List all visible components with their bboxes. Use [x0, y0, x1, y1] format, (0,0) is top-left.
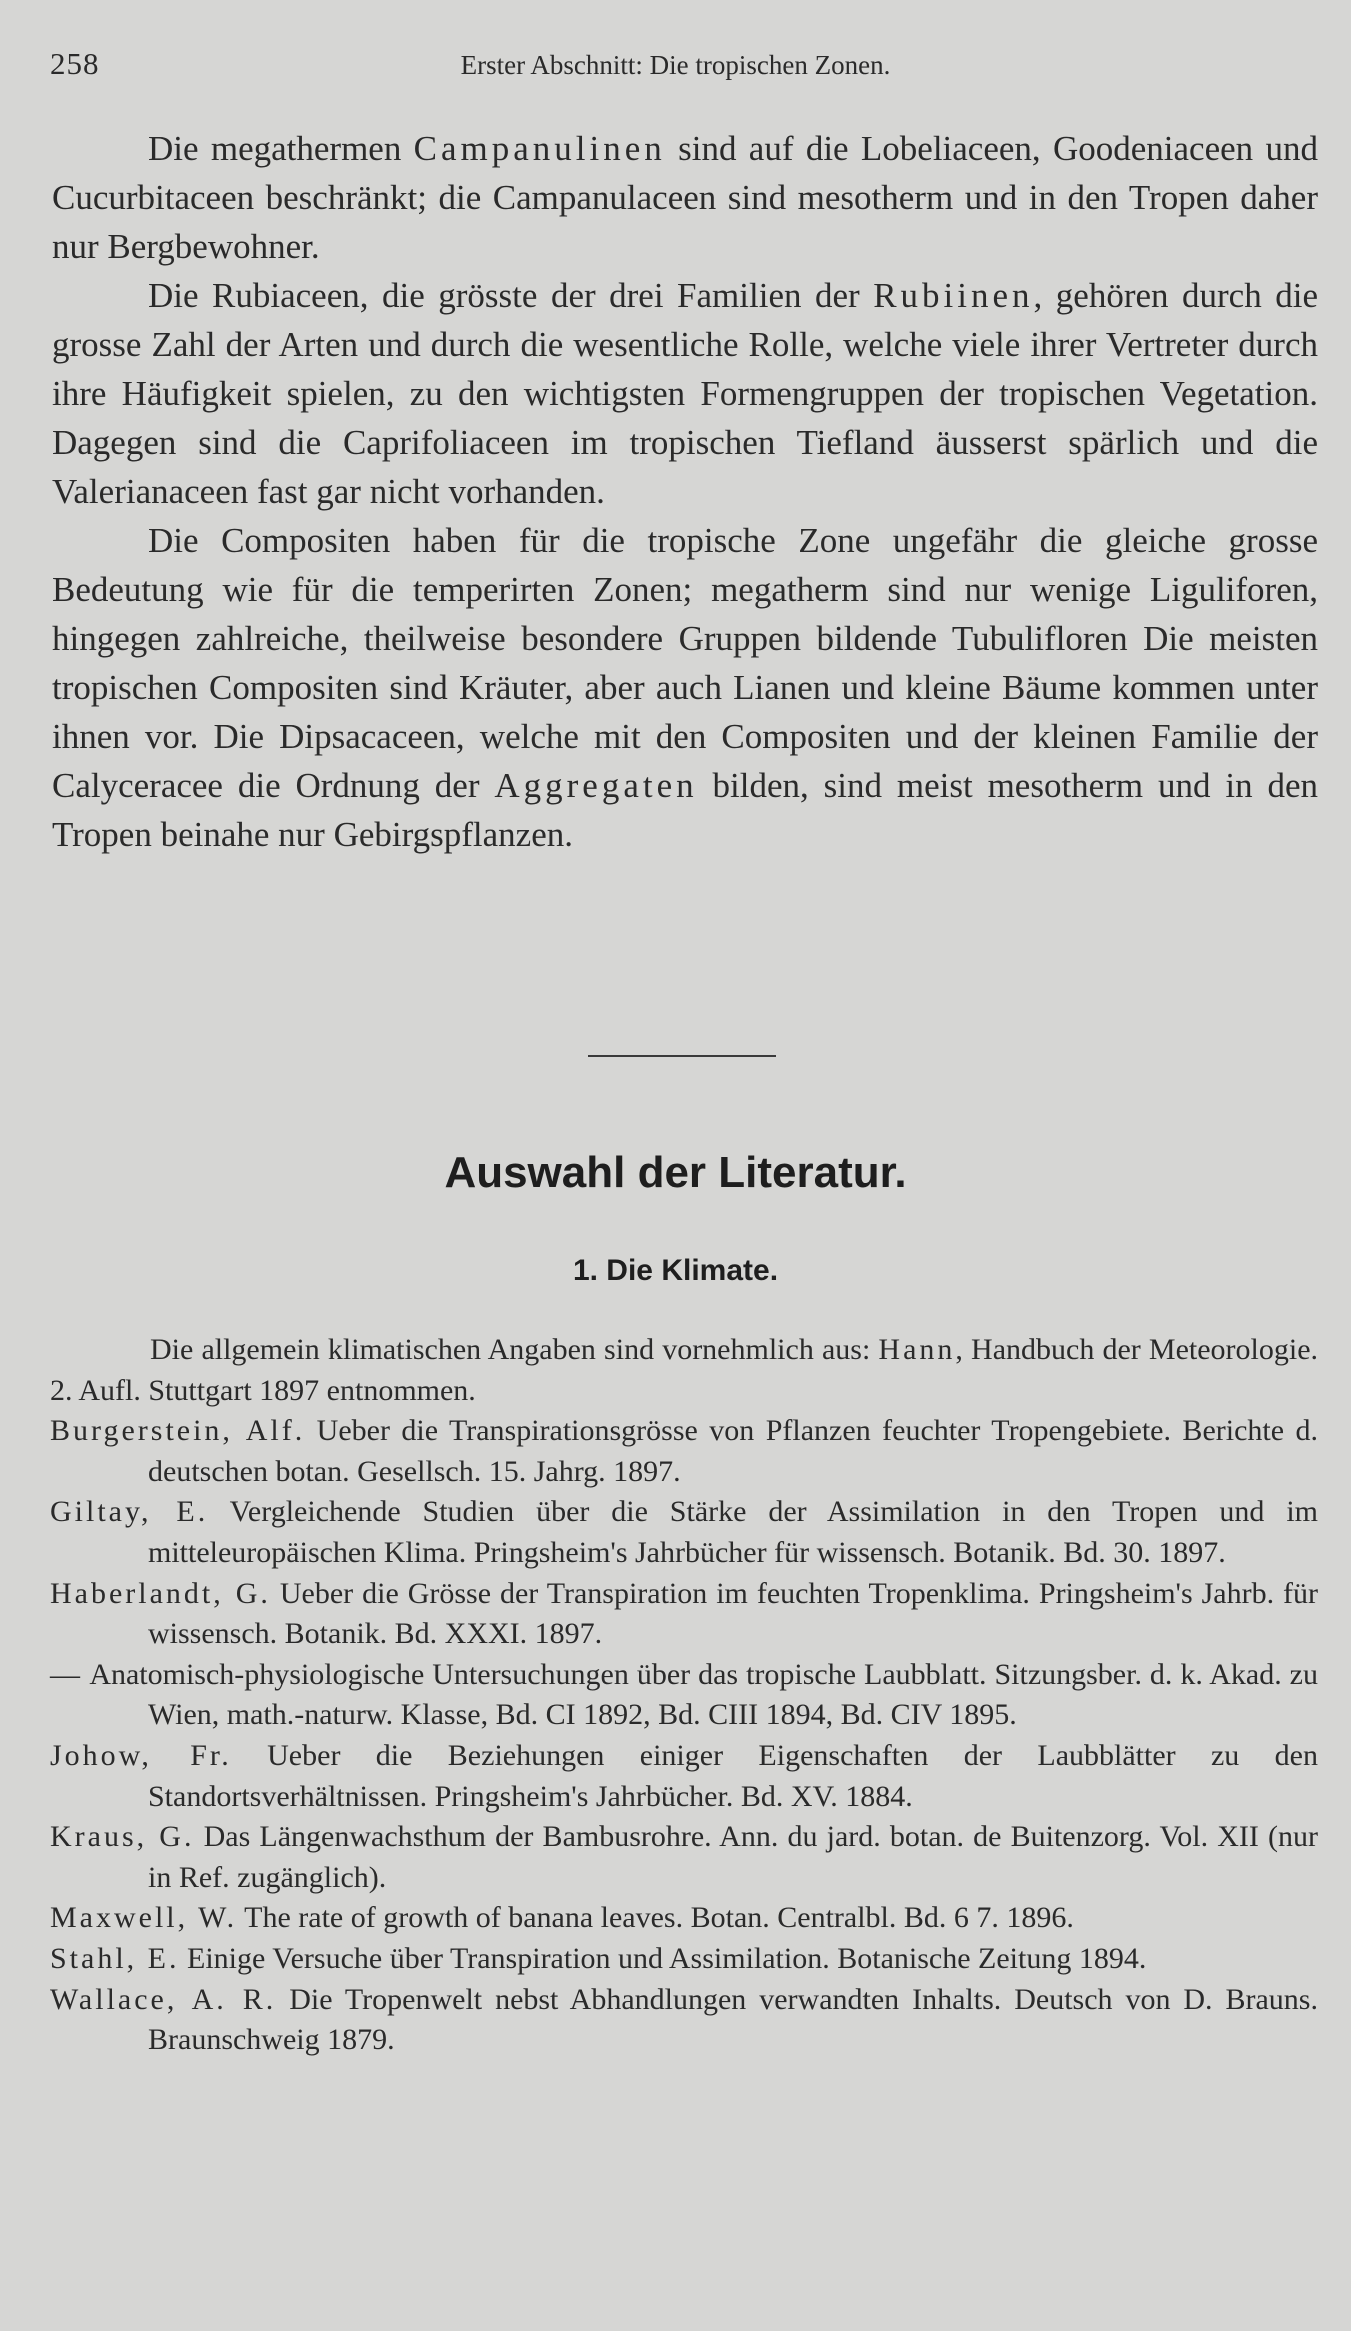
entry-text: The rate of growth of banana leaves. Botan. Centralbl. Bd. 6 7. 1896. — [237, 1901, 1074, 1935]
p1-end: sind auf die Lobeliaceen, Goodeniaceen und Cucurbitaceen beschränkt; die Campanulaceen sind mesotherm und in den Tropen daher nur Bergbewohner. — [52, 129, 1318, 266]
p2-start: Die Rubiaceen, die grösste der drei Familien der — [148, 276, 874, 315]
literature-intro — [50, 1330, 1318, 1411]
literature-entry — [50, 1817, 1318, 1898]
literature-entry — [50, 1939, 1318, 1980]
entry-author: Haberlandt, G. — [50, 1576, 271, 1610]
running-head — [50, 46, 1301, 86]
p2-spaced-term: Rubiinen — [873, 276, 1034, 315]
entry-author: Stahl, E. — [50, 1941, 180, 1975]
intro-end: , Handbuch der Meteorologie. 2. Aufl. Stuttgart 1897 entnommen. — [50, 1333, 1319, 1407]
literature-entry — [50, 1736, 1318, 1817]
literature-entry — [50, 1655, 1318, 1736]
literature-list — [50, 1330, 1318, 2061]
paragraph-compositen — [52, 516, 1318, 859]
p3-start: Die Compositen haben für die tropische Zone ungefähr die gleiche grosse Bedeutung wie für die temperirten Zonen; megatherm sind nur wenige Liguliforen, hingegen zahlreiche, theilweise besondere Gruppen bildende Tubulifloren Die meisten tropischen Compositen sind Kräuter, aber auch Lianen und kleine Bäume kommen unter ihnen vor. Die Dipsacaceen, welche mit den Compositen und der kleinen Familie der Calyceracee die Ordnung der — [52, 521, 1318, 805]
entry-author: Burgerstein, Alf. — [50, 1414, 306, 1448]
entry-text: Die Tropenwelt nebst Abhandlungen verwandten Inhalts. Deutsch von D. Brauns. Braunschweig 1879. — [148, 1982, 1318, 2057]
literature-entry — [50, 1980, 1318, 2061]
p1-spaced-term: Campanulinen — [413, 129, 666, 168]
p2-end: , gehören durch die grosse Zahl der Arten und durch die wesentliche Rolle, welche viele ihrer Vertreter durch ihre Häufigkeit spielen, zu den wichtigsten Formengruppen der tropischen Vegetation. Dagegen sind die Caprifoliaceen im tropischen Tiefland äusserst spärlich und die Valerianaceen fast gar nicht vorhanden. — [52, 276, 1318, 511]
entry-text: Einige Versuche über Transpiration und Assimilation. Botanische Zeitung 1894. — [179, 1941, 1147, 1975]
entry-text: Das Längenwachsthum der Bambusrohre. Ann. du jard. botan. de Buitenzorg. Vol. XII (nur in Ref. zugänglich). — [148, 1820, 1319, 1894]
entry-author: Giltay, E. — [50, 1495, 209, 1529]
body-text — [52, 124, 1318, 859]
entry-author: Johow, Fr. — [50, 1738, 232, 1772]
paragraph-rubiinen — [52, 271, 1318, 516]
p3-spaced-term: Aggregaten — [494, 766, 698, 805]
literature-subheading: 1. Die Klimate. — [572, 1254, 779, 1287]
literature-entry — [50, 1898, 1318, 1939]
entry-text: Ueber die Beziehungen einiger Eigenschaften der Laubblätter zu den Standortsverhältnissen. Pringsheim's Jahrbücher. Bd. XV. 1884. — [148, 1738, 1318, 1813]
literature-entry — [50, 1574, 1318, 1655]
entry-text: Anatomisch-physiologische Untersuchungen über das tropische Laubblatt. Sitzungsber. d. k. Akad. zu Wien, math.-naturw. Klasse, Bd. CI 1892, Bd. CIII 1894, Bd. CIV 1895. — [83, 1657, 1318, 1732]
page-number: 258 — [50, 46, 100, 81]
entry-text: Ueber die Grösse der Transpiration im feuchten Tropenklima. Pringsheim's Jahrb. für wissensch. Botanik. Bd. XXXI. 1897. — [148, 1576, 1319, 1651]
intro-author: Hann — [878, 1333, 956, 1366]
literature-entry — [50, 1411, 1318, 1492]
p3-end: bilden, sind meist mesotherm und in den Tropen beinahe nur Gebirgspflanzen. — [52, 766, 1318, 854]
intro-text: Die allgemein klimatischen Angaben sind vornehmlich aus: — [150, 1333, 879, 1366]
literature-entry — [50, 1492, 1318, 1573]
entry-text: Ueber die Transpirationsgrösse von Pflanzen feuchter Tropengebiete. Berichte d. deutschen botan. Gesellsch. 15. Jahrg. 1897. — [148, 1414, 1318, 1488]
running-title: Erster Abschnitt: Die tropischen Zonen. — [460, 50, 891, 80]
entry-author: Wallace, A. R. — [50, 1982, 277, 2016]
entry-author: Kraus, G. — [50, 1820, 195, 1854]
p1-start: Die megathermen — [148, 129, 414, 168]
entry-author: Maxwell, W. — [50, 1901, 238, 1935]
entry-text: Vergleichende Studien über die Stärke der Assimilation in den Tropen und im mitteleuropäischen Klima. Pringsheim's Jahrbücher für wissensch. Botanik. Bd. 30. 1897. — [148, 1495, 1318, 1569]
literature-heading: Auswahl der Literatur. — [444, 1148, 907, 1197]
section-divider — [588, 1055, 776, 1057]
entry-author: — — [50, 1657, 83, 1691]
paragraph-campanulinen — [52, 124, 1318, 271]
